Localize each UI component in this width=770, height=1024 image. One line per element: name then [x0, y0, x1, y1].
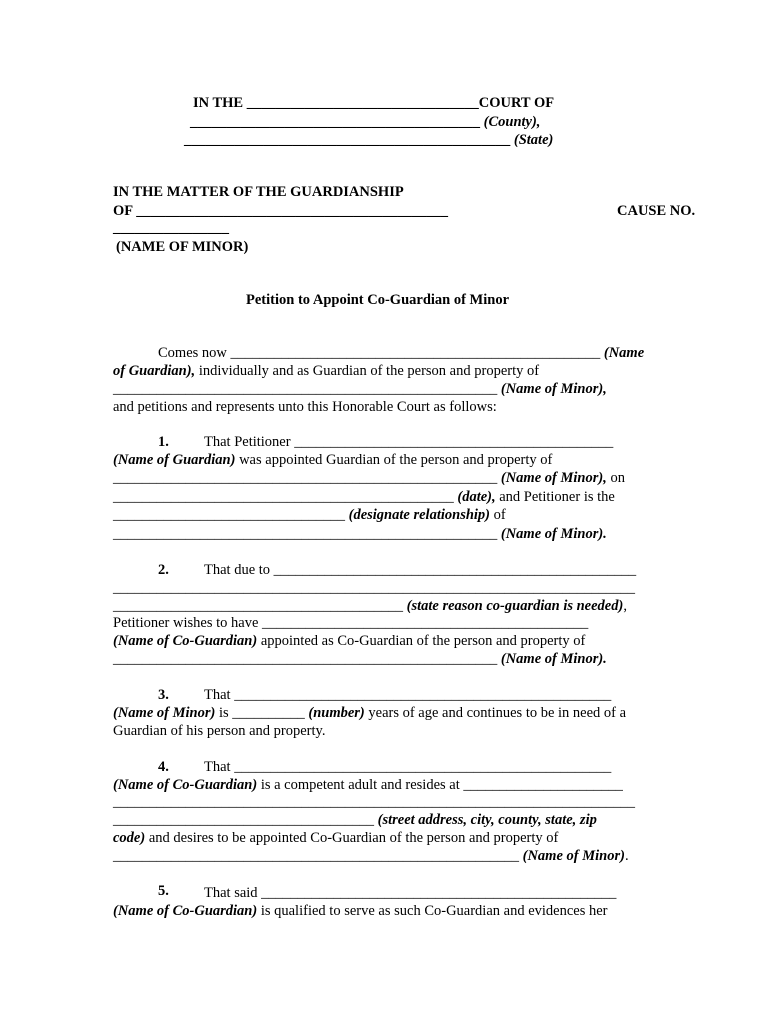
- para-4-line-6-tail: .: [624, 848, 629, 864]
- para-1-line-4-tail: and Petitioner is the: [495, 489, 615, 505]
- intro-line-2-em: of Guardian),: [113, 363, 196, 379]
- para-2-number: [158, 563, 169, 578]
- para-2-line-2-text: ________________________________________________________________________: [113, 580, 635, 596]
- para-3-line-3-text: Guardian of his person and property.: [113, 723, 326, 739]
- para-2-line-4: [113, 616, 588, 631]
- para-1-line-5-text: ________________________________: [113, 507, 349, 523]
- para-1-line-3-em: (Name of Minor),: [500, 470, 607, 486]
- state-label: (State): [510, 132, 554, 148]
- para-4-line-5: [113, 831, 558, 846]
- para-1-line-4-text: _______________________________________________: [113, 489, 458, 505]
- para-3-line-2-em2: (number): [308, 705, 365, 721]
- para-1-line-1: [204, 435, 613, 450]
- court-line-text: IN THE ________________________________COURT OF: [193, 95, 555, 111]
- intro-line-3-text: _____________________________________________________: [113, 381, 501, 397]
- court-line: [193, 96, 554, 111]
- para-3-line-2-tail: years of age and continues to be in need of a: [364, 705, 627, 721]
- para-3-line-2-em: (Name of Minor): [113, 705, 216, 721]
- para-3-line-2-text: is __________: [215, 705, 309, 721]
- para-4-line-2: [113, 778, 623, 793]
- para-4-line-5-text: and desires to be appointed Co-Guardian of the person and property of: [145, 830, 559, 846]
- para-4-line-2-text: is a competent adult and resides at ______________________: [257, 777, 623, 793]
- para-3-line-2: [113, 706, 626, 721]
- para-3-number: [158, 688, 169, 703]
- para-2-line-5: [113, 634, 585, 649]
- para-4-line-3: [113, 795, 635, 810]
- para-2-line-3-tail: ,: [623, 598, 627, 614]
- para-2-line-5-text: appointed as Co-Guardian of the person and property of: [257, 633, 586, 649]
- para-2-line-2: [113, 581, 635, 596]
- para-2-line-1-text: That due to __________________________________________________: [204, 562, 637, 578]
- para-1-line-2-em: (Name of Guardian): [113, 452, 236, 468]
- of-line: [113, 204, 448, 219]
- county-line: [190, 115, 540, 130]
- county-label: (County),: [480, 114, 541, 130]
- para-4-line-1-text: That ____________________________________________________: [204, 759, 612, 775]
- intro-line-3: [113, 382, 607, 397]
- para-5-line-2: [113, 904, 608, 919]
- intro-line-4-text: and petitions and represents unto this Honorable Court as follows:: [113, 399, 497, 415]
- intro-line-2-text: individually and as Guardian of the person and property of: [195, 363, 540, 379]
- para-1-number-text: 1.: [158, 434, 169, 450]
- matter-text: IN THE MATTER OF THE GUARDIANSHIP: [113, 184, 404, 200]
- para-1-line-6-em: (Name of Minor).: [500, 526, 607, 542]
- cause-number-label: [617, 204, 695, 219]
- para-2-line-1: [204, 563, 636, 578]
- para-2-line-6-text: _____________________________________________________: [113, 651, 501, 667]
- cause-number-blank-text: ________________: [113, 220, 229, 236]
- para-4-line-6: [113, 849, 629, 864]
- intro-line-1: [158, 346, 644, 361]
- para-4-line-1: [204, 760, 611, 775]
- para-1-line-1-text: That Petitioner ____________________________________________: [204, 434, 614, 450]
- para-3-number-text: 3.: [158, 687, 169, 703]
- para-1-line-5: [113, 508, 506, 523]
- para-2-line-3: [113, 599, 627, 614]
- cause-number-blank: [113, 221, 229, 236]
- name-of-minor-text: (NAME OF MINOR): [116, 239, 249, 255]
- county-blank: ________________________________________: [190, 114, 480, 130]
- intro-line-4: [113, 400, 497, 415]
- para-2-number-text: 2.: [158, 562, 169, 578]
- para-1-line-5-tail: of: [490, 507, 506, 523]
- para-4-line-4-text: ____________________________________: [113, 812, 378, 828]
- para-2-line-3-text: ________________________________________: [113, 598, 407, 614]
- matter-line: [113, 185, 404, 200]
- para-1-number: [158, 435, 169, 450]
- para-1-line-6: [113, 527, 607, 542]
- para-4-line-6-em: (Name of Minor): [522, 848, 625, 864]
- intro-line-1-em: (Name: [603, 345, 645, 361]
- para-2-line-3-em: (state reason co-guardian is needed): [406, 598, 624, 614]
- para-4-line-3-text: ________________________________________________________________________: [113, 794, 635, 810]
- state-line: [184, 133, 553, 148]
- para-4-number-text: 4.: [158, 759, 169, 775]
- intro-line-1-text: Comes now ___________________________________________________: [158, 345, 604, 361]
- para-2-line-6-em: (Name of Minor).: [500, 651, 607, 667]
- cause-number-text: CAUSE NO.: [617, 203, 696, 219]
- name-of-minor-caption: [116, 240, 248, 255]
- para-4-line-4: [113, 813, 597, 828]
- para-1-line-5-em: (designate relationship): [348, 507, 491, 523]
- para-5-number: [158, 884, 169, 899]
- para-1-line-4-em: (date),: [457, 489, 496, 505]
- intro-line-3-em: (Name of Minor),: [500, 381, 607, 397]
- para-4-line-4-em: (street address, city, county, state, zip: [377, 812, 597, 828]
- para-4-line-5-em: code): [113, 830, 146, 846]
- para-4-line-6-text: ________________________________________________________: [113, 848, 523, 864]
- para-5-line-1-text: That said _________________________________________________: [204, 885, 617, 901]
- para-5-line-2-em: (Name of Co-Guardian): [113, 903, 258, 919]
- para-1-line-3: [113, 471, 625, 486]
- para-2-line-4-text: Petitioner wishes to have _____________________________________________: [113, 615, 589, 631]
- para-5-number-text: 5.: [158, 883, 169, 899]
- document-title-text: Petition to Appoint Co-Guardian of Minor: [246, 292, 510, 308]
- document-title: [246, 293, 509, 308]
- para-1-line-6-text: _____________________________________________________: [113, 526, 501, 542]
- para-4-line-2-em: (Name of Co-Guardian): [113, 777, 258, 793]
- para-4-number: [158, 760, 169, 775]
- para-3-line-1-text: That ____________________________________________________: [204, 687, 612, 703]
- para-3-line-3: [113, 724, 325, 739]
- state-blank: _____________________________________________: [184, 132, 511, 148]
- para-1-line-4: [113, 490, 615, 505]
- intro-line-2: [113, 364, 539, 379]
- para-2-line-6: [113, 652, 607, 667]
- para-1-line-3-text: _____________________________________________________: [113, 470, 501, 486]
- para-5-line-2-text: is qualified to serve as such Co-Guardian and evidences her: [257, 903, 608, 919]
- para-3-line-1: [204, 688, 611, 703]
- para-2-line-5-em: (Name of Co-Guardian): [113, 633, 258, 649]
- of-text: OF ___________________________________________: [113, 203, 448, 219]
- para-1-line-2-text: was appointed Guardian of the person and property of: [235, 452, 553, 468]
- para-1-line-3-tail: on: [606, 470, 625, 486]
- para-1-line-2: [113, 453, 552, 468]
- para-5-line-1: [204, 886, 616, 901]
